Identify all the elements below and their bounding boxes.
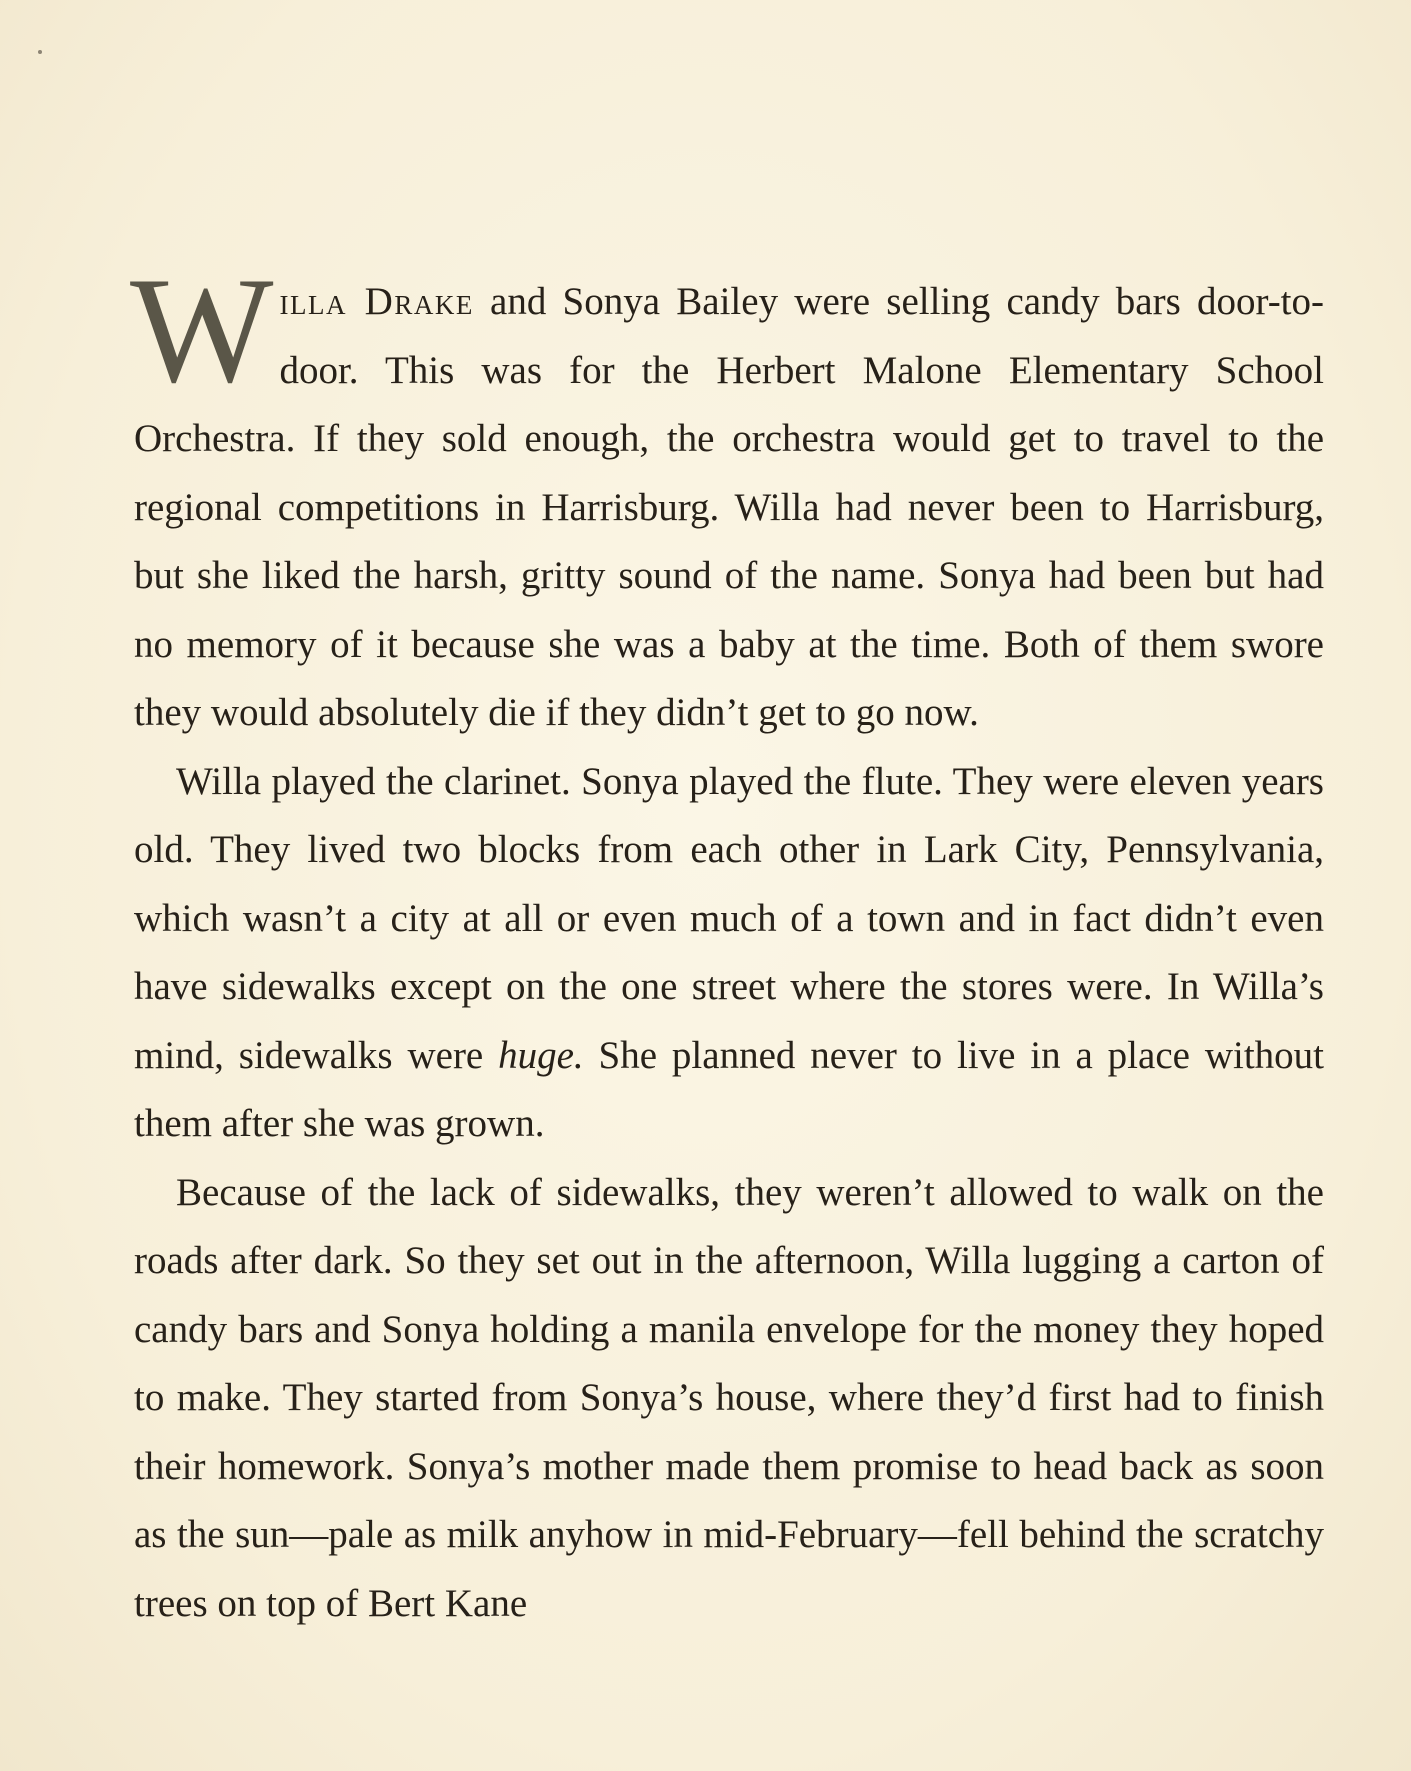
page-speck [38,50,42,54]
paragraph-3-text: Because of the lack of sidewalks, they weren’t allowed to walk on the roads after dark. So they set out in the afternoon, Willa lugging a carton of candy bars and Sonya holding a manila envelope for the money they hoped to make. They started from Sonya’s house, where they’d first had to finish their homework. Sonya’s mother made them promise to head back as soon as the sun—pale as milk anyhow in mid-February—fell behind the scratchy trees on top of Bert Kane [134,1170,1324,1625]
paragraph-2-text-before: Willa played the clarinet. Sonya played the flute. They were eleven years old. They lived two blocks from each other in Lark City, Pennsylvania, which wasn’t a city at all or even much of a town and in fact didn’t even have sidewalks except on the one street where the stores were. In Willa’s mind, sidewalks were [134,759,1324,1077]
paragraph-2-emphasis: huge. [498,1033,584,1077]
paragraph-2-text-after: She planned never to live in a place without them after she was grown. [134,1033,1324,1145]
paragraph-2 [134,748,1324,1159]
paragraph-1 [130,246,1324,748]
text-block [130,246,1324,1638]
opening-small-caps: illa Drake [279,280,474,323]
paragraph-3 [134,1159,1324,1639]
paragraph-1-text: and Sonya Bailey were selling candy bars door-to-door. This was for the Herbert Malone Elementary School Orchestra. If they sold enough, the orchestra would get to travel to the regional competitions in Harrisburg. Willa had never been to Harrisburg, but she liked the harsh, gritty sound of the name. Sonya had been but had no memory of it because she was a baby at the time. Both of them swore they would absolutely die if they didn’t get to go now. [134,280,1324,734]
drop-cap: W [130,246,274,414]
